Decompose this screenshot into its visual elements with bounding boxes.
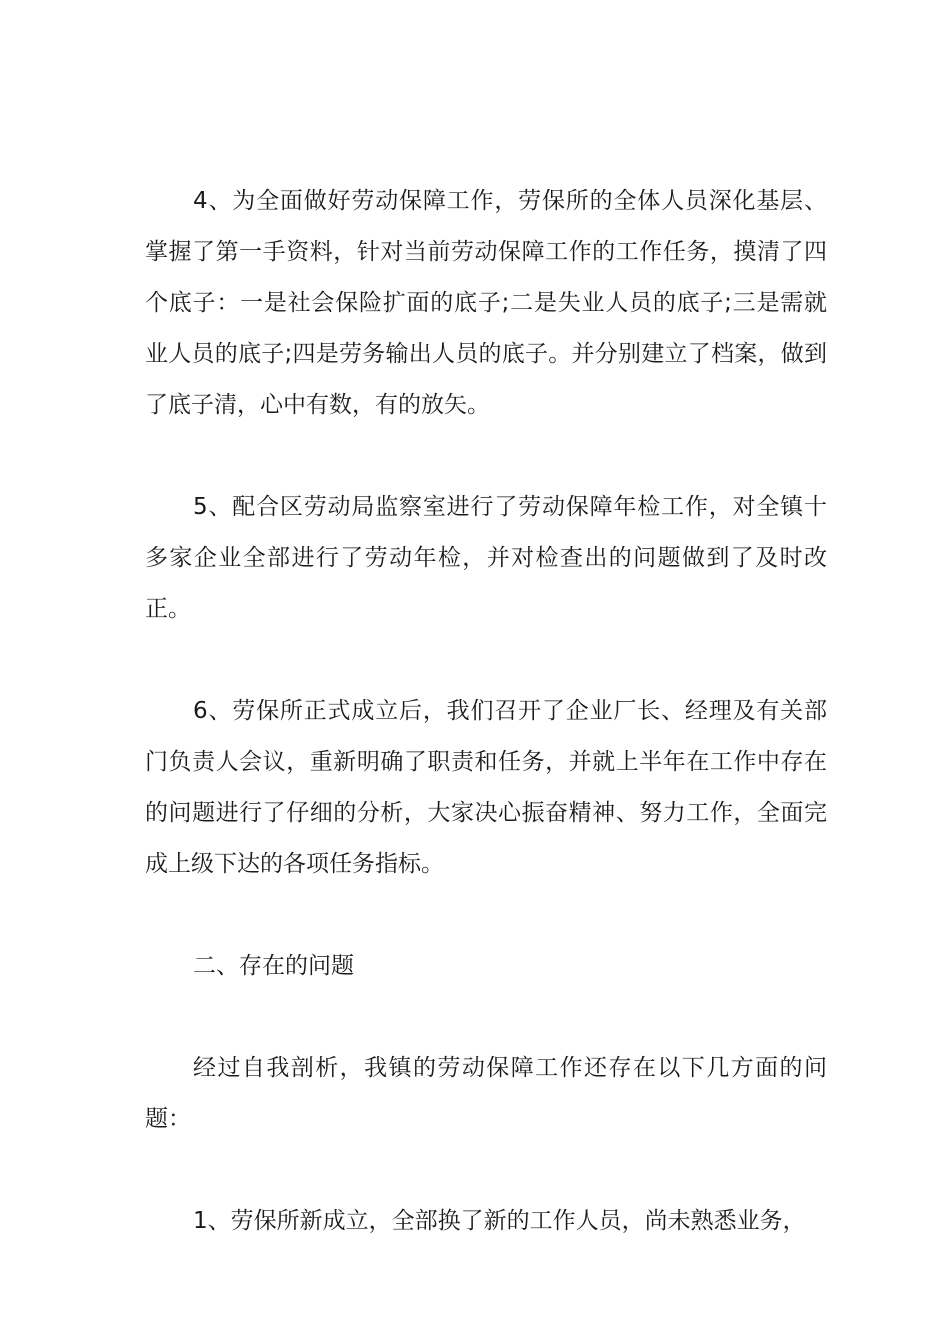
- paragraph-item-6: 6、劳保所正式成立后，我们召开了企业厂长、经理及有关部门负责人会议，重新明确了职责和任务，并就上半年在工作中存在的问题进行了仔细的分析，大家决心振奋精神、努力工作，全面完成上级下达的各项任务指标。: [145, 698, 827, 877]
- paragraph-intro-problems: 经过自我剖析，我镇的劳动保障工作还存在以下几方面的问题：: [145, 1055, 827, 1132]
- paragraph-problem-1: 1、劳保所新成立，全部换了新的工作人员，尚未熟悉业务，: [193, 1208, 806, 1234]
- paragraph-item-4: 4、为全面做好劳动保障工作，劳保所的全体人员深化基层、掌握了第一手资料，针对当前劳动保障工作的工作任务，摸清了四个底子：一是社会保险扩面的底子;二是失业人员的底子;三是需就业人员的底子;四是劳务输出人员的底子。并分别建立了档案，做到了底子清，心中有数，有的放矢。: [145, 188, 827, 418]
- section-heading-problems: 二、存在的问题: [193, 953, 354, 979]
- paragraph-item-5: 5、配合区劳动局监察室进行了劳动保障年检工作，对全镇十多家企业全部进行了劳动年检，并对检查出的问题做到了及时改正。: [145, 494, 827, 622]
- document-body: [145, 176, 827, 1298]
